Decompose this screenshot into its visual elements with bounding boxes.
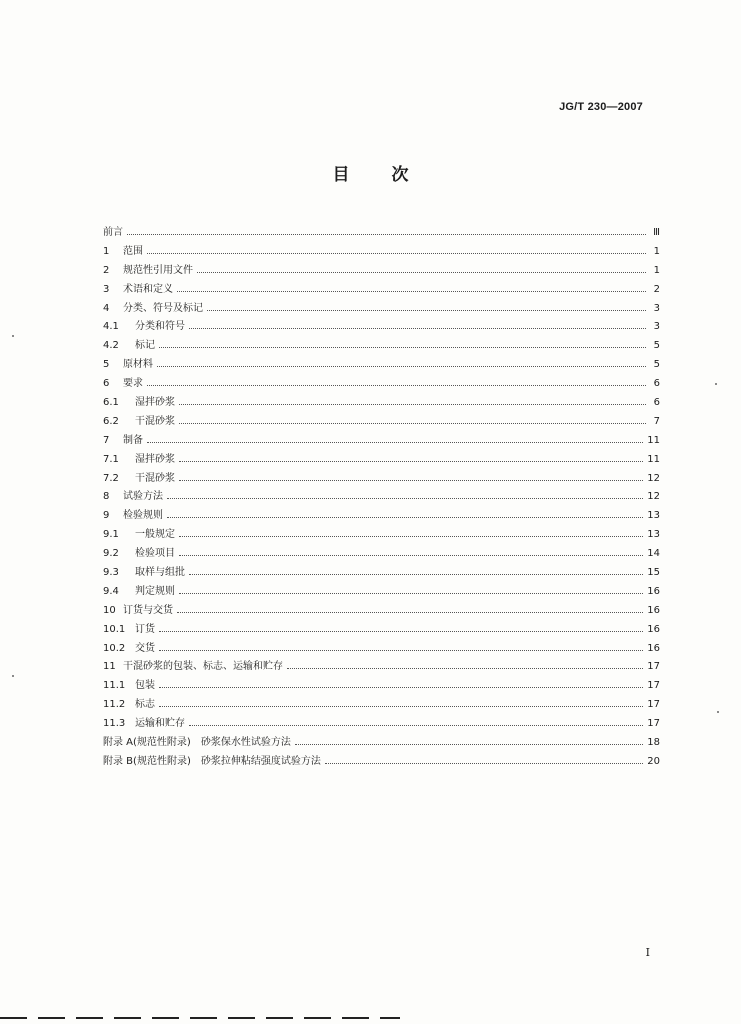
toc-entry[interactable] bbox=[103, 639, 660, 658]
toc-entry[interactable] bbox=[103, 487, 660, 506]
toc-entry-label: 标志 bbox=[135, 699, 155, 711]
toc-entry[interactable] bbox=[103, 695, 660, 714]
toc-entry[interactable] bbox=[103, 242, 660, 261]
toc-entry[interactable] bbox=[103, 374, 660, 393]
toc-entry-page: 7 bbox=[653, 415, 660, 427]
toc-entry-page: 1 bbox=[653, 264, 660, 276]
toc-entry[interactable] bbox=[103, 525, 660, 544]
toc-entry-number: 9.4 bbox=[103, 585, 119, 597]
toc-dot-leader bbox=[147, 385, 646, 386]
toc-dot-leader bbox=[179, 461, 643, 462]
toc-entry-page: 12 bbox=[647, 491, 660, 503]
toc-entry-label: 规范性引用文件 bbox=[123, 264, 193, 276]
toc-entry-label: 交货 bbox=[135, 642, 155, 654]
toc-entry-number: 11.1 bbox=[103, 680, 126, 692]
toc-entry-number: 10.1 bbox=[103, 623, 126, 635]
toc-entry-label: 一般规定 bbox=[135, 529, 175, 541]
toc-entry-page: 16 bbox=[647, 623, 660, 635]
toc-entry-page: 17 bbox=[647, 718, 660, 730]
toc-entry-number: 7.1 bbox=[103, 453, 119, 465]
toc-entry[interactable] bbox=[103, 336, 660, 355]
toc-entry-page: 15 bbox=[647, 567, 660, 579]
toc-entry-number: 7 bbox=[103, 434, 110, 446]
toc-dot-leader bbox=[189, 725, 643, 726]
toc-dot-leader bbox=[177, 612, 643, 613]
toc-entry-label: 判定规则 bbox=[135, 585, 175, 597]
toc-entry-label: 试验方法 bbox=[123, 491, 163, 503]
toc-dot-leader bbox=[167, 517, 643, 518]
toc-entry[interactable] bbox=[103, 431, 660, 450]
toc-entry-label: 前言 bbox=[103, 227, 123, 238]
toc-entry-label: 要求 bbox=[123, 378, 143, 390]
scan-speck bbox=[715, 383, 717, 385]
toc-entry-page: 11 bbox=[647, 453, 660, 465]
toc-entry[interactable] bbox=[103, 506, 660, 525]
toc-entry[interactable] bbox=[103, 299, 660, 318]
toc-entry-page: 5 bbox=[653, 340, 660, 352]
toc-dot-leader bbox=[167, 498, 643, 499]
toc-entry-number: 9.2 bbox=[103, 548, 119, 560]
toc-dot-leader bbox=[179, 423, 646, 424]
toc-dot-leader bbox=[179, 480, 643, 481]
toc-entry-label: 检验规则 bbox=[123, 510, 163, 522]
toc-entry-number: 6 bbox=[103, 378, 110, 390]
toc-entry[interactable] bbox=[103, 601, 660, 620]
toc-entry[interactable] bbox=[103, 280, 660, 299]
toc-dot-leader bbox=[159, 650, 643, 651]
toc-dot-leader bbox=[179, 536, 643, 537]
toc-entry-page: 2 bbox=[653, 283, 660, 295]
toc-entry-number: 5 bbox=[103, 359, 110, 371]
toc-dot-leader bbox=[147, 442, 643, 443]
toc-entry-label: 附录 B(规范性附录) 砂浆拉伸粘结强度试验方法 bbox=[103, 755, 321, 767]
toc-dot-leader bbox=[179, 404, 646, 405]
standard-code: JG/T 230—2007 bbox=[559, 101, 643, 113]
toc-entry-label: 附录 A(规范性附录) 砂浆保水性试验方法 bbox=[103, 737, 291, 749]
toc-dot-leader bbox=[189, 574, 643, 575]
toc-entry[interactable] bbox=[103, 261, 660, 280]
toc-entry-page: 17 bbox=[647, 661, 660, 673]
toc-entry-number: 4.2 bbox=[103, 340, 119, 352]
toc-entry-page: 11 bbox=[647, 434, 660, 446]
toc-entry-label: 运输和贮存 bbox=[135, 718, 185, 730]
toc-entry-number: 1 bbox=[103, 245, 110, 257]
toc-entry-label: 干混砂浆 bbox=[135, 415, 175, 427]
toc-entry-page: 17 bbox=[647, 699, 660, 711]
toc-entry[interactable] bbox=[103, 733, 660, 752]
toc-entry[interactable] bbox=[103, 544, 660, 563]
toc-dot-leader bbox=[177, 291, 646, 292]
toc-dot-leader bbox=[159, 706, 643, 707]
toc-entry-label: 原材料 bbox=[123, 359, 153, 371]
toc-entry-page: 18 bbox=[647, 737, 660, 749]
toc-entry[interactable] bbox=[103, 469, 660, 488]
toc-dot-leader bbox=[127, 234, 646, 235]
toc-entry-label: 制备 bbox=[123, 434, 143, 446]
toc-entry-page: 6 bbox=[653, 397, 660, 409]
toc-dot-leader bbox=[197, 272, 646, 273]
toc-dot-leader bbox=[157, 366, 646, 367]
page-title: 目次 bbox=[332, 165, 451, 185]
toc-entry-label: 湿拌砂浆 bbox=[135, 453, 175, 465]
toc-entry-page: Ⅲ bbox=[653, 227, 660, 238]
toc-entry[interactable] bbox=[103, 450, 660, 469]
toc-dot-leader bbox=[189, 328, 646, 329]
toc-entry-number: 2 bbox=[103, 264, 110, 276]
toc-dot-leader bbox=[159, 631, 643, 632]
toc-entry-page: 16 bbox=[647, 585, 660, 597]
toc-entry[interactable] bbox=[103, 412, 660, 431]
toc-entry-number: 6.1 bbox=[103, 397, 119, 409]
toc-entry-page: 12 bbox=[647, 472, 660, 484]
toc-entry-page: 3 bbox=[653, 321, 660, 333]
toc-entry-label: 订货 bbox=[135, 623, 155, 635]
toc-entry-label: 分类和符号 bbox=[135, 321, 185, 333]
scan-speck bbox=[717, 711, 719, 713]
toc-entry[interactable] bbox=[103, 752, 660, 771]
toc-dot-leader bbox=[207, 310, 646, 311]
toc-entry-number: 9.1 bbox=[103, 529, 119, 541]
toc-entry-label: 分类、符号及标记 bbox=[123, 302, 203, 314]
toc-entry-number: 11.2 bbox=[103, 699, 126, 711]
toc-entry[interactable] bbox=[103, 355, 660, 374]
toc-entry-number: 10 bbox=[103, 604, 116, 616]
toc-entry-number: 6.2 bbox=[103, 415, 119, 427]
toc-entry-label: 订货与交货 bbox=[123, 604, 173, 616]
toc-entry[interactable] bbox=[103, 620, 660, 639]
page-folio: I bbox=[645, 946, 650, 959]
toc-entry[interactable] bbox=[103, 676, 660, 695]
toc-entry-number: 9.3 bbox=[103, 567, 119, 579]
toc-dot-leader bbox=[179, 593, 643, 594]
toc-entry-number: 4.1 bbox=[103, 321, 119, 333]
toc-entry-page: 3 bbox=[653, 302, 660, 314]
scan-edge-dashes bbox=[0, 1017, 400, 1019]
toc-entry-number: 3 bbox=[103, 283, 110, 295]
toc-entry[interactable] bbox=[103, 714, 660, 733]
toc-entry-number: 7.2 bbox=[103, 472, 119, 484]
toc-dot-leader bbox=[159, 347, 646, 348]
toc-entry-page: 1 bbox=[653, 245, 660, 257]
scan-speck bbox=[12, 335, 14, 337]
toc-dot-leader bbox=[287, 668, 643, 669]
toc-entry[interactable] bbox=[103, 223, 660, 242]
toc-dot-leader bbox=[295, 744, 643, 745]
toc-entry[interactable] bbox=[103, 563, 660, 582]
toc-entry-number: 11.3 bbox=[103, 718, 126, 730]
toc-entry-label: 湿拌砂浆 bbox=[135, 397, 175, 409]
toc-entry-page: 13 bbox=[647, 529, 660, 541]
toc-entry-number: 9 bbox=[103, 510, 110, 522]
toc-dot-leader bbox=[159, 687, 643, 688]
toc-entry[interactable] bbox=[103, 657, 660, 676]
toc-dot-leader bbox=[325, 763, 643, 764]
toc-entry-label: 检验项目 bbox=[135, 548, 175, 560]
toc-entry-page: 16 bbox=[647, 604, 660, 616]
toc-entry-label: 干混砂浆的包装、标志、运输和贮存 bbox=[123, 661, 283, 673]
toc-entry-label: 标记 bbox=[135, 340, 155, 352]
toc-entry-page: 20 bbox=[647, 755, 660, 767]
toc-entry-number: 4 bbox=[103, 302, 110, 314]
toc-dot-leader bbox=[179, 555, 643, 556]
toc-entry[interactable] bbox=[103, 393, 660, 412]
toc-dot-leader bbox=[147, 253, 646, 254]
toc-entry-page: 14 bbox=[647, 548, 660, 560]
toc-entry-label: 范围 bbox=[123, 245, 143, 257]
toc-entry-label: 干混砂浆 bbox=[135, 472, 175, 484]
table-of-contents bbox=[103, 223, 660, 771]
toc-entry[interactable] bbox=[103, 317, 660, 336]
toc-entry-number: 10.2 bbox=[103, 642, 126, 654]
toc-entry-label: 术语和定义 bbox=[123, 283, 173, 295]
scan-speck bbox=[12, 675, 14, 677]
toc-entry-page: 17 bbox=[647, 680, 660, 692]
toc-entry-label: 取样与组批 bbox=[135, 567, 185, 579]
toc-entry-number: 11 bbox=[103, 661, 116, 673]
toc-entry[interactable] bbox=[103, 582, 660, 601]
toc-entry-label: 包装 bbox=[135, 680, 155, 692]
toc-entry-page: 16 bbox=[647, 642, 660, 654]
toc-entry-number: 8 bbox=[103, 491, 110, 503]
toc-entry-page: 6 bbox=[653, 378, 660, 390]
toc-entry-page: 13 bbox=[647, 510, 660, 522]
toc-entry-page: 5 bbox=[653, 359, 660, 371]
